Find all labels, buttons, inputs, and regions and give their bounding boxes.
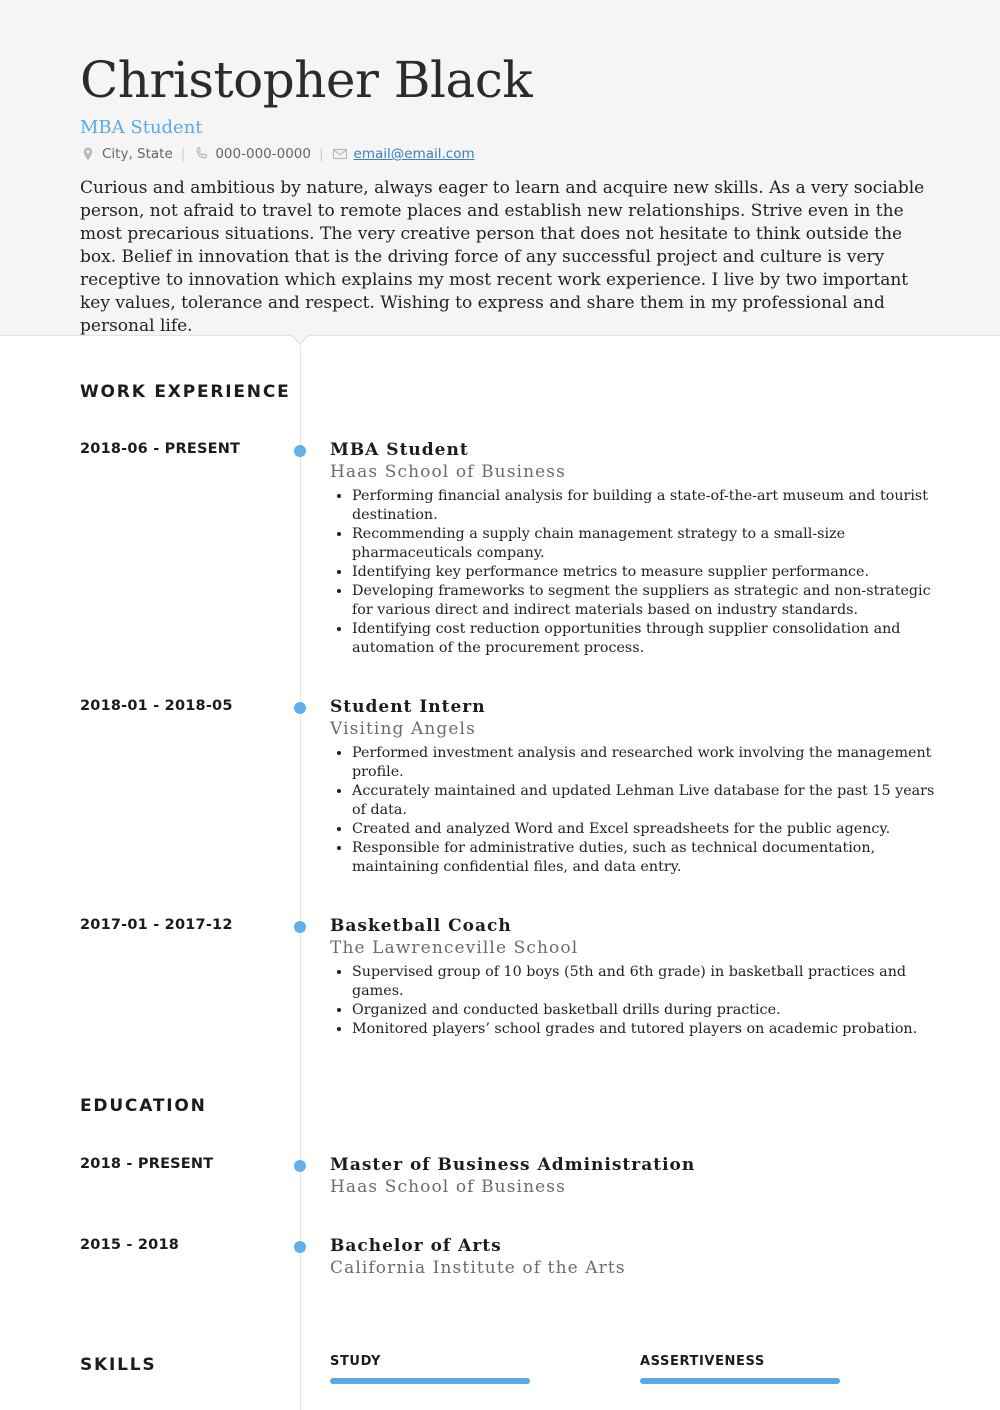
entry-degree: Bachelor of Arts	[330, 1236, 502, 1256]
section-title-work: WORK EXPERIENCE	[80, 382, 291, 402]
bullet-item: • Performed investment analysis and researched work involving the management profile.	[352, 744, 947, 782]
timeline-dot	[294, 1241, 306, 1253]
bullet-item: • Supervised group of 10 boys (5th and 6th grade) in basketball practices and games.	[352, 963, 947, 1001]
section-title-education: EDUCATION	[80, 1096, 207, 1116]
entry-bullets	[330, 487, 947, 658]
timeline-dot	[294, 1160, 306, 1172]
skill-bar-track	[640, 1378, 840, 1384]
contact-line	[80, 146, 475, 162]
location-pin-icon	[80, 146, 96, 162]
candidate-title: MBA Student	[80, 117, 203, 138]
skill-item	[640, 1354, 765, 1369]
bullet-item: • Performing financial analysis for building a state-of-the-art museum and tourist destination.	[352, 487, 947, 525]
timeline-dot	[294, 921, 306, 933]
entry-school: California Institute of the Arts	[330, 1258, 626, 1278]
bullet-item: • Identifying cost reduction opportunities through supplier consolidation and automation of the procurement process.	[352, 620, 947, 658]
resume-header	[0, 0, 1000, 336]
skill-bar-fill	[330, 1378, 530, 1384]
phone-icon	[193, 146, 209, 162]
skill-bar-fill	[640, 1378, 840, 1384]
skill-bar-track	[330, 1378, 530, 1384]
entry-degree: Master of Business Administration	[330, 1155, 696, 1175]
bullet-item: • Created and analyzed Word and Excel spreadsheets for the public agency.	[352, 820, 947, 839]
entry-school: Haas School of Business	[330, 1177, 566, 1197]
entry-bullets	[330, 744, 947, 877]
entry-date: 2018 - PRESENT	[80, 1156, 214, 1172]
entry-organization: The Lawrenceville School	[330, 938, 579, 958]
timeline-dot	[294, 702, 306, 714]
bullet-item: • Organized and conducted basketball drills during practice.	[352, 1001, 947, 1020]
entry-role: Basketball Coach	[330, 916, 512, 936]
candidate-name: Christopher Black	[80, 51, 533, 109]
bullet-item: • Identifying key performance metrics to measure supplier performance.	[352, 563, 947, 582]
email-envelope-icon	[332, 146, 348, 162]
bullet-item: • Recommending a supply chain management strategy to a small-size pharmaceuticals company.	[352, 525, 947, 563]
section-title-skills: SKILLS	[80, 1355, 157, 1375]
entry-date: 2018-01 - 2018-05	[80, 698, 233, 714]
entry-date: 2017-01 - 2017-12	[80, 917, 233, 933]
skill-name: ASSERTIVENESS	[640, 1354, 765, 1369]
contact-location: City, State	[102, 146, 173, 162]
contact-phone: 000-000-0000	[215, 146, 311, 162]
entry-date: 2015 - 2018	[80, 1237, 180, 1253]
profile-summary: Curious and ambitious by nature, always eager to learn and acquire new skills. As a very sociable person, not afraid to travel to remote places and establish new relationships. Strive even in the most precarious situations. The very creative person that does not hesitate to think outside the box. Belief in innovation that is the driving force of any successful project and culture is very receptive to innovation which explains my most recent work experience. I live by two important key values, tolerance and respect. Wishing to express and share them in my professional and personal life.	[80, 178, 925, 336]
entry-organization: Haas School of Business	[330, 462, 566, 482]
bullet-item: • Responsible for administrative duties, such as technical documentation, maintaining confidential files, and data entry.	[352, 839, 947, 877]
skill-item	[330, 1354, 381, 1369]
entry-bullets	[330, 963, 947, 1039]
contact-email-link[interactable]: email@email.com	[353, 146, 475, 162]
timeline-dot	[294, 445, 306, 457]
entry-role: Student Intern	[330, 697, 486, 717]
skill-name: STUDY	[330, 1354, 382, 1369]
entry-date: 2018-06 - PRESENT	[80, 441, 241, 457]
contact-divider: |	[180, 146, 186, 162]
contact-divider: |	[318, 146, 324, 162]
entry-organization: Visiting Angels	[330, 719, 476, 739]
header-notch	[290, 335, 310, 345]
bullet-item: • Developing frameworks to segment the suppliers as strategic and non-strategic for various direct and indirect materials based on industry standards.	[352, 582, 947, 620]
bullet-item: • Monitored players’ school grades and tutored players on academic probation.	[352, 1020, 947, 1039]
entry-role: MBA Student	[330, 440, 469, 460]
bullet-item: • Accurately maintained and updated Lehman Live database for the past 15 years of data.	[352, 782, 947, 820]
